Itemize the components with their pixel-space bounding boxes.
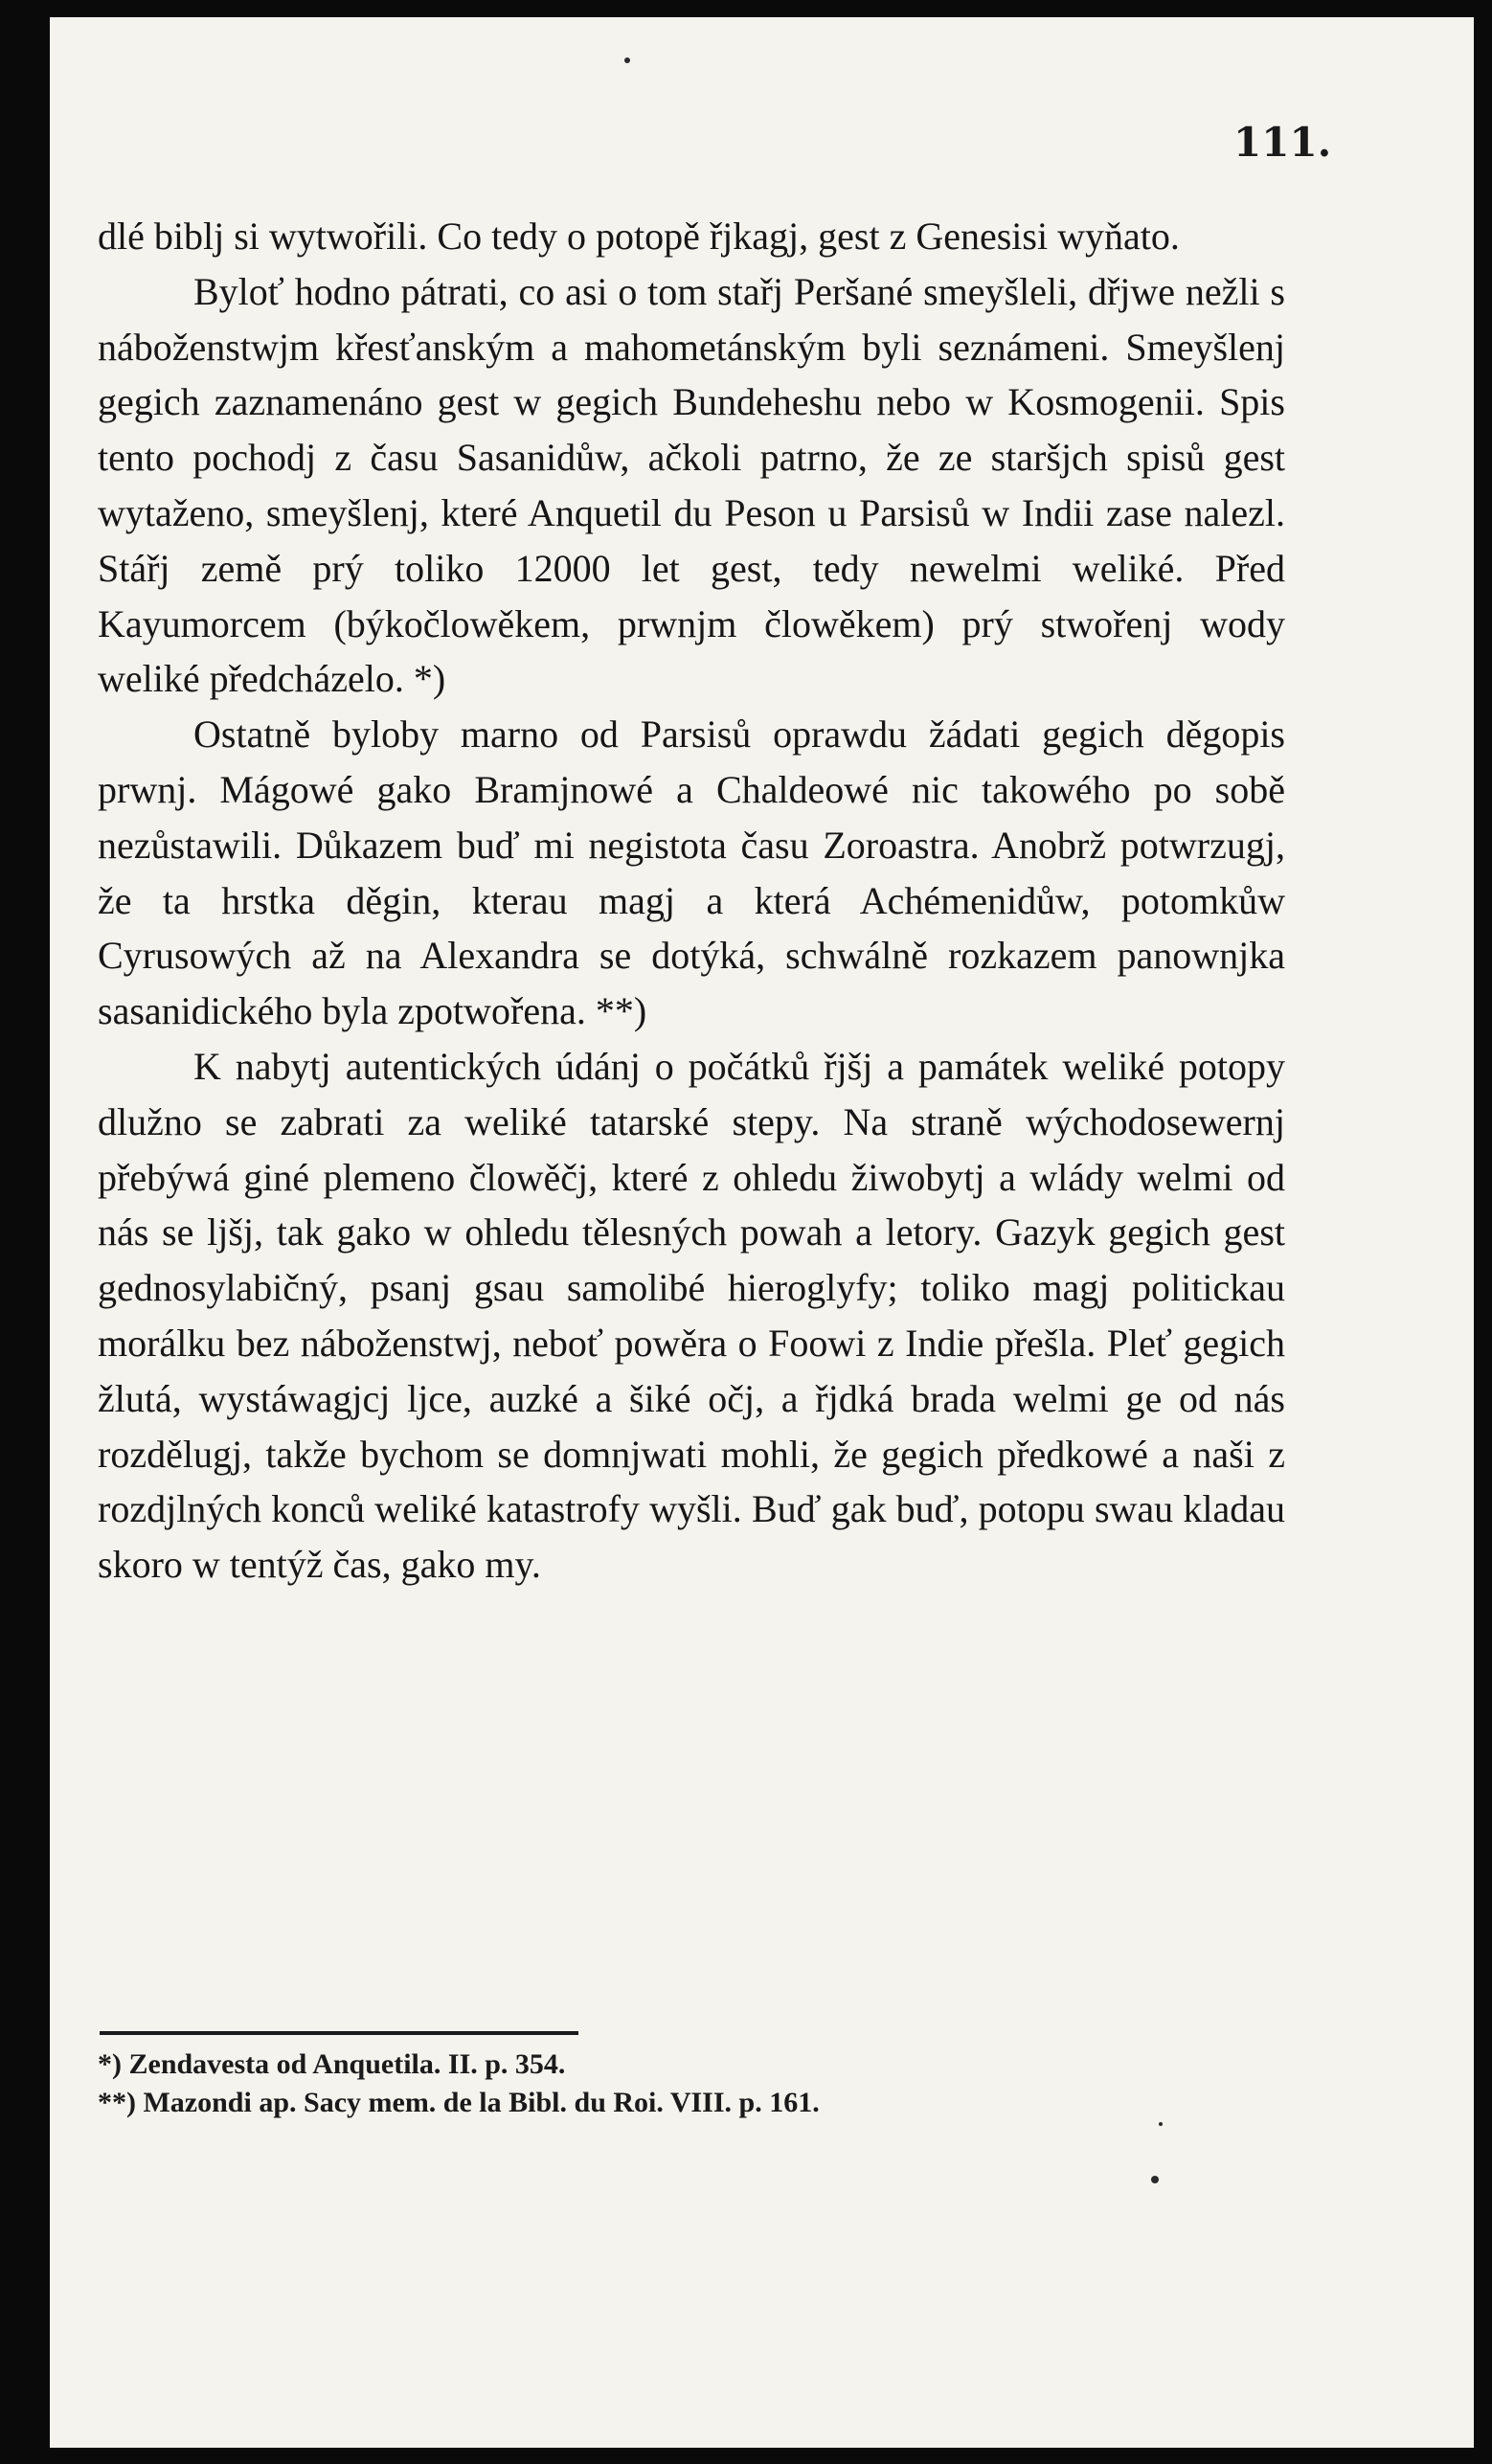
footnote-divider [100,2031,578,2035]
footnote: **) Mazondi ap. Sacy mem. de la Bibl. du Roi. VIII. p. 161. [98,2087,820,2118]
ink-speck [1159,2122,1163,2126]
paragraph: dlé biblj si wytwořili. Co tedy o potopě řjkagj, gest z Genesisi wyňato. [98,215,1180,258]
footnote: *) Zendavesta od Anquetila. II. p. 354. [98,2048,566,2080]
main-text [98,209,1285,1593]
book-page [50,17,1474,2448]
paragraph: Byloť hodno pátrati, co asi o tom stařj Peršané smeyšleli, dřjwe nežli s náboženstwjm křesťanským a mahometánským byli seznámeni. Smeyšlenj gegich zaznamenáno gest w gegich Bundeheshu nebo w Kosmogenii. Spis tento pochodj z času Sasanidůw, ačkoli patrno, že ze staršjch spisů gest wytaženo, smeyšlenj, které Anquetil du Peson u Parsisů w Indii zase nalezl. Stářj země prý toliko 12000 let gest, tedy newelmi weliké. Před Kayumorcem (býkočlowěkem, prwnjm člowěkem) prý stwořenj wody weliké předcházelo. *) [98,269,1285,701]
ink-speck [1151,2176,1159,2183]
ink-speck [624,57,630,63]
paragraph: K nabytj autentických údánj o počátků řjšj a památek weliké potopy dlužno se zabrati za weliké tatarské stepy. Na straně wýchodosewernj přebýwá giné plemeno člowěčj, které z ohledu žiwobytj a wlády welmi od nás se ljšj, tak gako w ohledu tělesných powah a letory. Gazyk gegich gest gednosylabičný, psanj gsau samolibé hieroglyfy; toliko magj politickau morálku bez náboženstwj, neboť powěra o Foowi z Indie přešla. Pleť gegich žlutá, wystáwagjcj ljce, auzké a šiké očj, a řjdká brada welmi ge od nás rozdělugj, takže bychom se domnjwati mohli, že gegich předkowé a naši z rozdjlných konců weliké katastrofy wyšli. Buď gak buď, potopu swau kladau skoro w tentýž čas, gako my. [98,1044,1285,1587]
footnotes [98,2046,1285,2122]
paragraph: Ostatně byloby marno od Parsisů oprawdu žádati gegich děgopis prwnj. Mágowé gako Bramjnowé a Chaldeowé nic takowého po sobě nezůstawili. Důkazem buď mi negistota času Zoroastra. Anobrž potwrzugj, že ta hrstka děgin, kterau magj a která Achémenidůw, potomkůw Cyrusowých až na Alexandra se dotýká, schwálně rozkazem panownjka sasanidického byla zpotwořena. **) [98,712,1285,1033]
page-number: 111. [1233,119,1332,166]
